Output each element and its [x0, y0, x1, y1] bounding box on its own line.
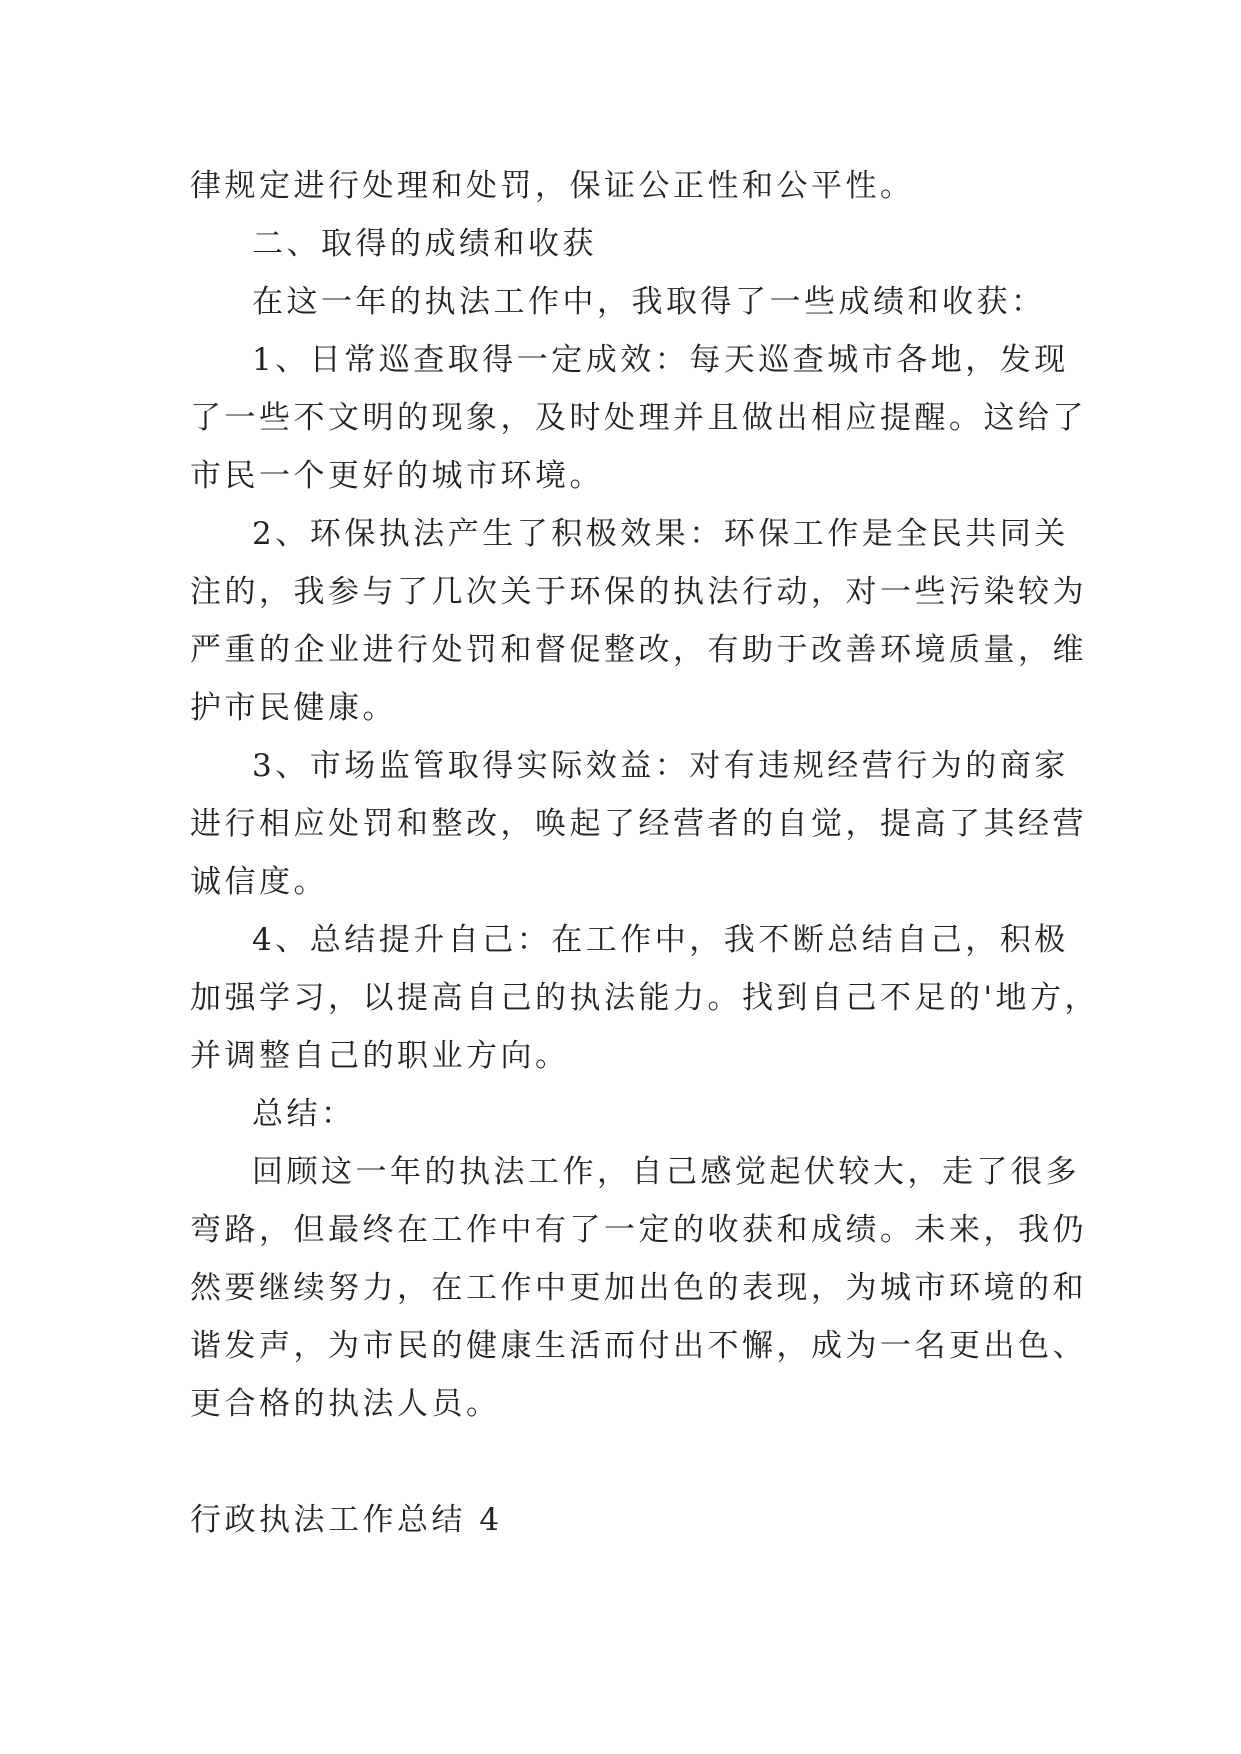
- summary-paragraph-line: 更合格的执法人员。: [190, 1386, 501, 1422]
- list-item-1-line: 市民一个更好的城市环境。: [190, 458, 604, 494]
- list-item-1-line: 了一些不文明的现象，及时处理并且做出相应提醒。这给了: [190, 400, 1087, 436]
- list-item-2-line: 严重的企业进行处罚和督促整改，有助于改善环境质量，维: [190, 632, 1087, 668]
- summary-heading: 总结：: [252, 1096, 356, 1132]
- list-item-2-line: 注的，我参与了几次关于环保的执法行动，对一些污染较为: [190, 574, 1087, 610]
- summary-paragraph-line: 然要继续努力，在工作中更加出色的表现，为城市环境的和: [190, 1270, 1087, 1306]
- list-item-1-line: 1、日常巡查取得一定成效：每天巡查城市各地，发现: [252, 342, 1069, 378]
- summary-paragraph-line: 回顾这一年的执法工作，自己感觉起伏较大，走了很多: [252, 1154, 1080, 1190]
- paragraph-line: 律规定进行处理和处罚，保证公正性和公平性。: [190, 168, 915, 204]
- paragraph-line: 在这一年的执法工作中，我取得了一些成绩和收获：: [252, 284, 1046, 320]
- section-heading: 二、取得的成绩和收获: [252, 226, 597, 262]
- list-item-4-line: 并调整自己的职业方向。: [190, 1038, 570, 1074]
- list-item-2-line: 2、环保执法产生了积极效果：环保工作是全民共同关: [252, 516, 1069, 552]
- list-item-3-line: 诚信度。: [190, 864, 328, 900]
- list-item-3-line: 进行相应处罚和整改，唤起了经营者的自觉，提高了其经营: [190, 806, 1087, 842]
- summary-paragraph-line: 谐发声，为市民的健康生活而付出不懈，成为一名更出色、: [190, 1328, 1087, 1364]
- list-item-3-line: 3、市场监管取得实际效益：对有违规经营行为的商家: [252, 748, 1069, 784]
- list-item-2-line: 护市民健康。: [190, 690, 397, 726]
- list-item-4-line: 4、总结提升自己：在工作中，我不断总结自己，积极: [252, 922, 1069, 958]
- list-item-4-line: 加强学习，以提高自己的执法能力。找到自己不足的'地方，: [190, 980, 1100, 1016]
- document-title: 行政执法工作总结 4: [190, 1502, 503, 1538]
- summary-paragraph-line: 弯路，但最终在工作中有了一定的收获和成绩。未来，我仍: [190, 1212, 1087, 1248]
